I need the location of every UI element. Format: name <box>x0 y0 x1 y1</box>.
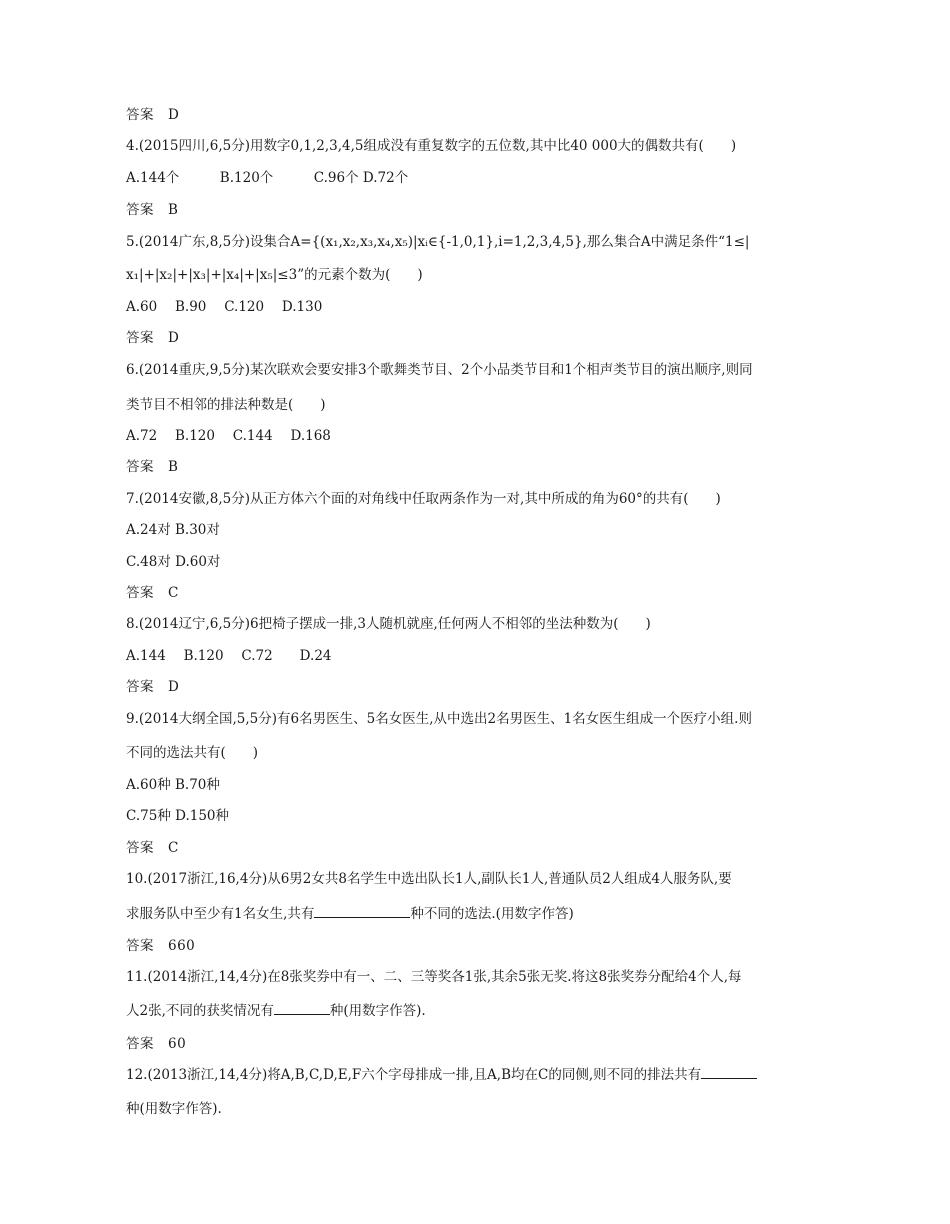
question-11-stem: 11.(2014浙江,14,4分)在8张奖券中有一、二、三等奖各1张,其余5张无奖.将这8张奖券分配给4个人,每 <box>126 969 742 985</box>
answer-line: 答案 B <box>126 202 179 218</box>
answer-blank <box>314 905 410 918</box>
question-9-stem-cont: 不同的选法共有( ) <box>126 745 259 761</box>
answer-line: 答案 60 <box>126 1036 187 1052</box>
question-5-stem: 5.(2014广东,8,5分)设集合A={(x₁,x₂,x₃,x₄,x₅)|xᵢ∈{-1,0,1},i=1,2,3,4,5},那么集合A中满足条件“1≤| <box>126 234 750 250</box>
question-5-options: A.60 B.90 C.120 D.130 <box>126 299 323 315</box>
answer-line: 答案 D <box>126 679 180 695</box>
question-9-options-row1: A.60种 B.70种 <box>126 777 220 793</box>
question-5-stem-cont: x₁|+|x₂|+|x₃|+|x₄|+|x₅|≤3”的元素个数为( ) <box>126 267 423 283</box>
question-11-stem-cont: 人2张,不同的获奖情况有 种(用数字作答). <box>126 1003 426 1019</box>
question-8-options: A.144 B.120 C.72 D.24 <box>126 648 332 664</box>
question-8-stem: 8.(2014辽宁,6,5分)6把椅子摆成一排,3人随机就座,任何两人不相邻的坐法种数为( ) <box>126 616 651 632</box>
answer-line: 答案 C <box>126 585 179 601</box>
question-12-stem: 12.(2013浙江,14,4分)将A,B,C,D,E,F六个字母排成一排,且A,B均在C的同侧,则不同的排法共有 <box>126 1066 757 1084</box>
question-10-stem-cont: 求服务队中至少有1名女生,共有 种不同的选法.(用数字作答) <box>126 906 574 922</box>
question-4-options: A.144个 B.120个 C.96个 D.72个 <box>126 170 409 186</box>
question-6-stem: 6.(2014重庆,9,5分)某次联欢会要安排3个歌舞类节目、2个小品类节目和1个相声类节目的演出顺序,则同 <box>126 362 753 378</box>
answer-blank <box>274 1002 330 1015</box>
question-6-stem-cont: 类节目不相邻的排法种数是( ) <box>126 397 326 413</box>
question-9-options-row2: C.75种 D.150种 <box>126 808 230 824</box>
answer-blank <box>701 1066 757 1079</box>
question-7-options-row1: A.24对 B.30对 <box>126 522 220 538</box>
question-4-stem: 4.(2015四川,6,5分)用数字0,1,2,3,4,5组成没有重复数字的五位数,其中比40 000大的偶数共有( ) <box>126 138 737 154</box>
question-7-stem: 7.(2014安徽,8,5分)从正方体六个面的对角线中任取两条作为一对,其中所成的角为60°的共有( ) <box>126 491 721 507</box>
question-7-options-row2: C.48对 D.60对 <box>126 554 221 570</box>
question-9-stem: 9.(2014大纲全国,5,5分)有6名男医生、5名女医生,从中选出2名男医生、1名女医生组成一个医疗小组.则 <box>126 711 752 727</box>
answer-line: 答案 C <box>126 840 179 856</box>
question-6-options: A.72 B.120 C.144 D.168 <box>126 428 331 444</box>
answer-line: 答案 D <box>126 107 180 123</box>
question-12-stem-cont: 种(用数字作答). <box>126 1101 222 1117</box>
answer-line: 答案 D <box>126 330 180 346</box>
answer-line: 答案 B <box>126 459 179 475</box>
answer-line: 答案 660 <box>126 938 196 954</box>
question-10-stem: 10.(2017浙江,16,4分)从6男2女共8名学生中选出队长1人,副队长1人,普通队员2人组成4人服务队,要 <box>126 871 732 887</box>
